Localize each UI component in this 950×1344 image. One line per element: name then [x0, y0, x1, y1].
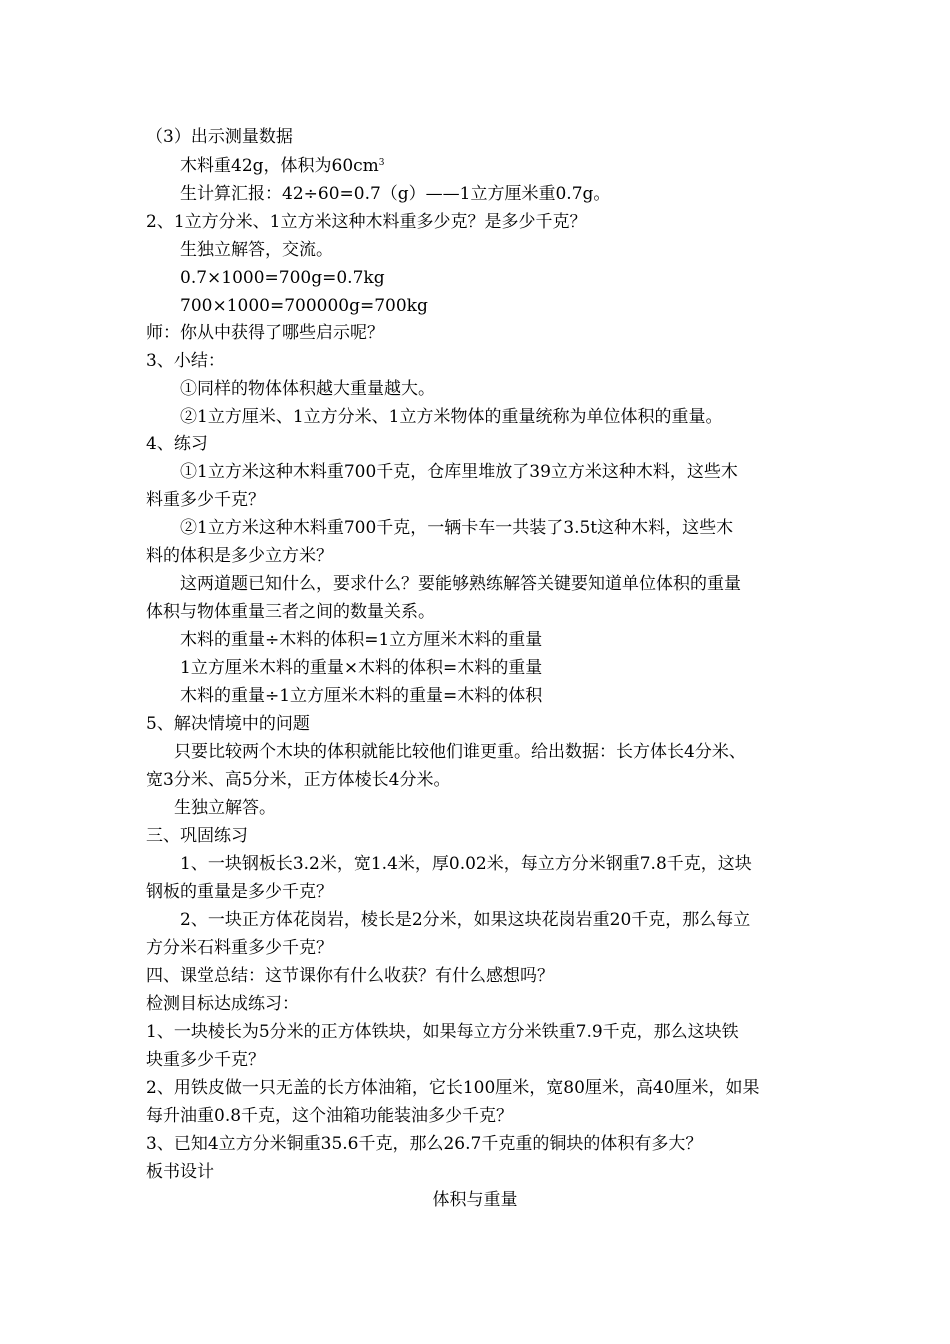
section-heading: 5、解决情境中的问题 [146, 714, 310, 734]
text-line: 钢板的重量是多少千克？ [146, 882, 333, 902]
exercise-line: 1、一块棱长为5分米的正方体铁块，如果每立方分米铁重7.9千克，那么这块铁 [146, 1022, 739, 1042]
text-line: 块重多少千克？ [146, 1050, 265, 1070]
formula-line: 1立方厘米木料的重量×木料的体积=木料的重量 [180, 658, 543, 678]
section-heading: （3）出示测量数据 [146, 127, 293, 147]
text-line [180, 155, 385, 177]
text-line: 生独立解答，交流。 [180, 240, 333, 260]
question-line: 2、1立方分米、1立方米这种木料重多少克？是多少千克？ [146, 212, 587, 232]
text-fragment: 木料重42g，体积为60cm [180, 156, 379, 176]
text-line: 只要比较两个木块的体积就能比较他们谁更重。给出数据：长方体长4分米、 [174, 742, 746, 762]
exercise-line: 1、一块钢板长3.2米，宽1.4米，厚0.02米，每立方分米钢重7.8千克，这块 [180, 854, 752, 874]
text-line: 生计算汇报：42÷60=0.7（g）——1立方厘米重0.7g。 [180, 184, 611, 204]
formula-line: 0.7×1000=700g=0.7kg [180, 268, 385, 288]
section-heading: 4、练习 [146, 434, 208, 454]
section-heading: 三、巩固练习 [146, 826, 248, 846]
formula-line: 木料的重量÷木料的体积=1立方厘米木料的重量 [180, 630, 543, 650]
exercise-line: 2、用铁皮做一只无盖的长方体油箱，它长100厘米，宽80厘米，高40厘米，如果 [146, 1078, 760, 1098]
section-heading: 四、课堂总结：这节课你有什么收获？有什么感想吗？ [146, 966, 554, 986]
text-line: 这两道题已知什么，要求什么？要能够熟练解答关键要知道单位体积的重量 [180, 574, 741, 594]
exercise-line: 2、一块正方体花岗岩，棱长是2分米，如果这块花岗岩重20千克，那么每立 [180, 910, 751, 930]
text-line: 方分米石料重多少千克？ [146, 938, 333, 958]
board-title: 体积与重量 [432, 1190, 518, 1210]
text-line: 料重多少千克？ [146, 490, 265, 510]
list-item: ①1立方米这种木料重700千克，仓库里堆放了39立方米这种木料，这些木 [180, 462, 738, 482]
superscript: 3 [378, 158, 385, 168]
text-line: 料的体积是多少立方米？ [146, 546, 333, 566]
list-item: ②1立方厘米、1立方分米、1立方米物体的重量统称为单位体积的重量。 [180, 407, 723, 427]
text-line: 体积与物体重量三者之间的数量关系。 [146, 602, 435, 622]
text-line: 生独立解答。 [174, 798, 276, 818]
formula-line: 木料的重量÷1立方厘米木料的重量=木料的体积 [180, 686, 543, 706]
section-heading: 检测目标达成练习： [146, 994, 299, 1014]
text-line: 宽3分米、高5分米，正方体棱长4分米。 [146, 770, 451, 790]
list-item: ②1立方米这种木料重700千克，一辆卡车一共装了3.5t这种木料，这些木 [180, 518, 734, 538]
list-item: ①同样的物体体积越大重量越大。 [180, 379, 435, 399]
exercise-line: 3、已知4立方分米铜重35.6千克，那么26.7千克重的铜块的体积有多大？ [146, 1134, 703, 1154]
text-line: 师：你从中获得了哪些启示呢？ [146, 323, 384, 343]
section-heading: 板书设计 [146, 1162, 214, 1182]
text-line: 每升油重0.8千克，这个油箱功能装油多少千克？ [146, 1106, 514, 1126]
section-heading: 3、小结： [146, 351, 225, 371]
formula-line: 700×1000=700000g=700kg [180, 296, 428, 316]
